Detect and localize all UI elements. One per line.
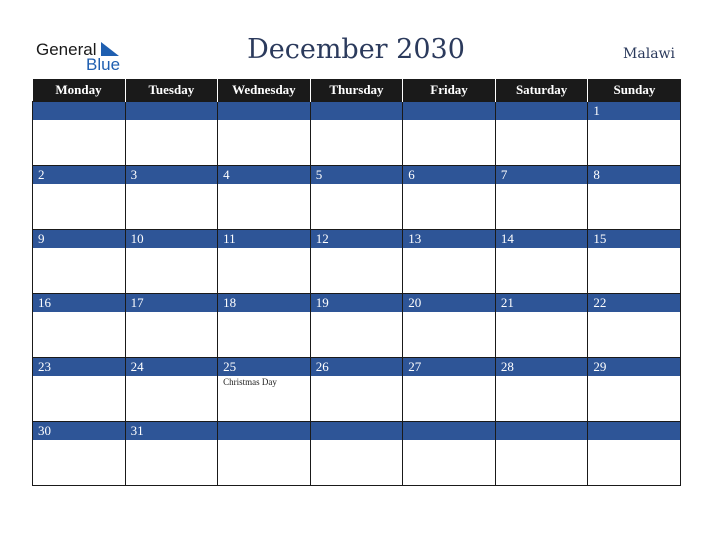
day-number: 10: [126, 230, 218, 248]
day-cell: [125, 422, 218, 486]
day-number: 17: [126, 294, 218, 312]
weekday-header-row: [33, 79, 681, 102]
day-number: 29: [588, 358, 680, 376]
weekday-header: Tuesday: [125, 79, 218, 102]
day-cell: [403, 230, 496, 294]
weekday-header: Saturday: [495, 79, 588, 102]
logo-word-general: General: [36, 40, 97, 59]
day-cell: [218, 294, 311, 358]
weekday-header: Wednesday: [218, 79, 311, 102]
day-number: 24: [126, 358, 218, 376]
day-number: 4: [218, 166, 310, 184]
day-cell: [33, 422, 126, 486]
day-cell: [403, 294, 496, 358]
day-cell: [588, 358, 681, 422]
day-cell: [33, 230, 126, 294]
day-number: [218, 102, 310, 120]
day-number: [218, 422, 310, 440]
day-cell: [588, 294, 681, 358]
day-number: 1: [588, 102, 680, 120]
calendar-grid: [32, 79, 681, 486]
day-cell: [33, 166, 126, 230]
day-cell: [588, 102, 681, 166]
logo-word-blue: Blue: [86, 55, 121, 74]
weekday-header: Thursday: [310, 79, 403, 102]
day-number: 12: [311, 230, 403, 248]
day-cell: [588, 166, 681, 230]
day-cell: [495, 294, 588, 358]
day-cell: [125, 230, 218, 294]
week-row: [33, 358, 681, 422]
weekday-header: Friday: [403, 79, 496, 102]
day-number: 18: [218, 294, 310, 312]
day-cell: [495, 422, 588, 486]
day-number: [311, 102, 403, 120]
day-cell: [125, 358, 218, 422]
country-label: Malawi: [623, 46, 675, 62]
holiday-label: Christmas Day: [223, 377, 277, 387]
day-number: 13: [403, 230, 495, 248]
day-cell: [218, 102, 311, 166]
page-title: December 2030: [247, 34, 465, 65]
day-cell: [218, 230, 311, 294]
weekday-header: Sunday: [588, 79, 681, 102]
day-number: [403, 102, 495, 120]
day-number: 3: [126, 166, 218, 184]
day-number: [33, 102, 125, 120]
day-cell: [310, 422, 403, 486]
day-cell: [218, 422, 311, 486]
week-row: [33, 294, 681, 358]
weekday-header: Monday: [33, 79, 126, 102]
day-number: [496, 102, 588, 120]
day-number: 31: [126, 422, 218, 440]
day-number: 6: [403, 166, 495, 184]
day-cell: [588, 230, 681, 294]
day-cell: [310, 166, 403, 230]
day-cell: [495, 230, 588, 294]
day-number: 28: [496, 358, 588, 376]
day-cell: [588, 422, 681, 486]
week-row: [33, 230, 681, 294]
week-row: [33, 102, 681, 166]
day-number: 9: [33, 230, 125, 248]
day-number: 22: [588, 294, 680, 312]
day-cell: [218, 358, 311, 422]
day-cell: [403, 422, 496, 486]
day-number: 26: [311, 358, 403, 376]
day-cell: [310, 102, 403, 166]
day-cell: [495, 358, 588, 422]
day-cell: [310, 358, 403, 422]
day-cell: [218, 166, 311, 230]
day-number: 14: [496, 230, 588, 248]
day-number: 25: [218, 358, 310, 376]
day-number: 23: [33, 358, 125, 376]
day-cell: [310, 230, 403, 294]
day-number: 27: [403, 358, 495, 376]
day-cell: [403, 358, 496, 422]
day-cell: [495, 166, 588, 230]
day-cell: [125, 166, 218, 230]
day-cell: [33, 294, 126, 358]
day-cell: [403, 102, 496, 166]
day-cell: [495, 102, 588, 166]
day-number: [311, 422, 403, 440]
week-row: [33, 166, 681, 230]
week-row: [33, 422, 681, 486]
day-cell: [125, 294, 218, 358]
day-number: 5: [311, 166, 403, 184]
day-number: 2: [33, 166, 125, 184]
day-number: 7: [496, 166, 588, 184]
day-number: [126, 102, 218, 120]
day-cell: [33, 358, 126, 422]
day-number: [403, 422, 495, 440]
day-number: 19: [311, 294, 403, 312]
day-cell: [403, 166, 496, 230]
day-number: [588, 422, 680, 440]
day-number: 11: [218, 230, 310, 248]
day-cell: [125, 102, 218, 166]
day-number: 16: [33, 294, 125, 312]
day-number: 8: [588, 166, 680, 184]
day-number: 30: [33, 422, 125, 440]
day-number: [496, 422, 588, 440]
day-number: 20: [403, 294, 495, 312]
day-number: 21: [496, 294, 588, 312]
day-cell: [310, 294, 403, 358]
day-cell: [33, 102, 126, 166]
day-number: 15: [588, 230, 680, 248]
